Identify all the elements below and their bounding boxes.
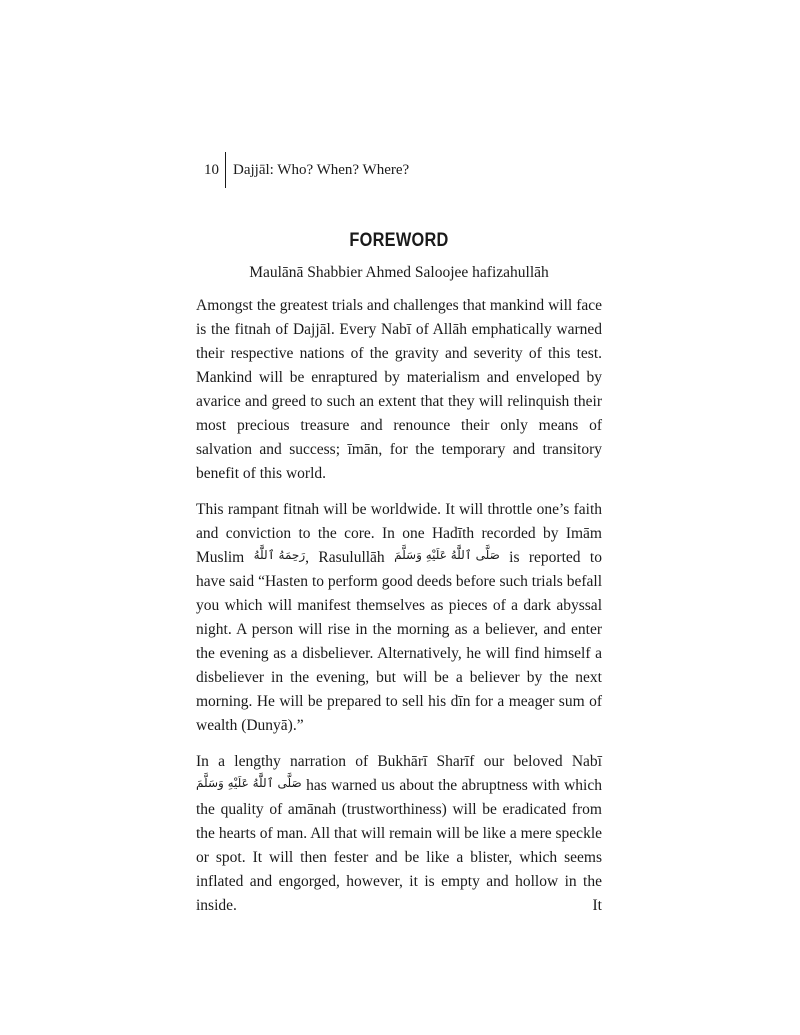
paragraph-3 [196,750,602,918]
running-head [204,152,409,188]
page-number: 10 [204,161,219,178]
arabic-honorific-salawat: صَلَّى ٱللَّٰهُ عَلَيْهِ وَسَلَّمَ [196,776,302,790]
section-heading: FOREWORD [349,230,449,251]
paragraph-2 [196,498,602,738]
paragraph-2-text-b: , Rasulullāh [305,549,395,566]
arabic-honorific-rahimahullah: رَحِمَهُ ٱللَّٰهُ [253,548,306,562]
body-text [196,294,602,930]
paragraph-3-text-a: In a lengthy narration of Bukhārī Sharīf our beloved Nabī [196,753,602,770]
author-line: Maulānā Shabbier Ahmed Saloojee hafizahullāh [249,264,549,281]
paragraph-3-text-b: has warned us about the abruptness with which the quality of amānah (trustworthiness) will be eradicated from the hearts of man. All that will remain will be like a mere speckle or spot. It will then fester and be like a blister, which seems inflated and engorged, however, it is empty and hollow in the inside. It [196,777,602,914]
arabic-honorific-salawat: صَلَّى ٱللَّٰهُ عَلَيْهِ وَسَلَّمَ [394,548,500,562]
paragraph-2-text-c: is reported to have said “Hasten to perform good deeds before such trials befall you which will manifest themselves as pieces of a dark abyssal night. A person will rise in the morning as a believer, and enter the evening as a disbeliever. Alternatively, he will find himself a disbeliever in the evening, but will be a believer by the next morning. He will be prepared to sell his dīn for a meager sum of wealth (Dunyā).” [196,549,602,734]
paragraph-1: Amongst the greatest trials and challenges that mankind will face is the fitnah of Dajjāl. Every Nabī of Allāh emphatically warned their respective nations of the gravity and severity of this test. Mankind will be enraptured by materialism and enveloped by avarice and greed to such an extent that they will relinquish their most precious treasure and renounce their only means of salvation and success; īmān, for the temporary and transitory benefit of this world. [196,297,602,482]
running-title: Dajjāl: Who? When? Where? [233,161,410,178]
paragraph-2-text-a: This rampant fitnah will be worldwide. It will throttle one’s faith and conviction to the core. In one Hadīth recorded by Imām Muslim [196,501,602,566]
